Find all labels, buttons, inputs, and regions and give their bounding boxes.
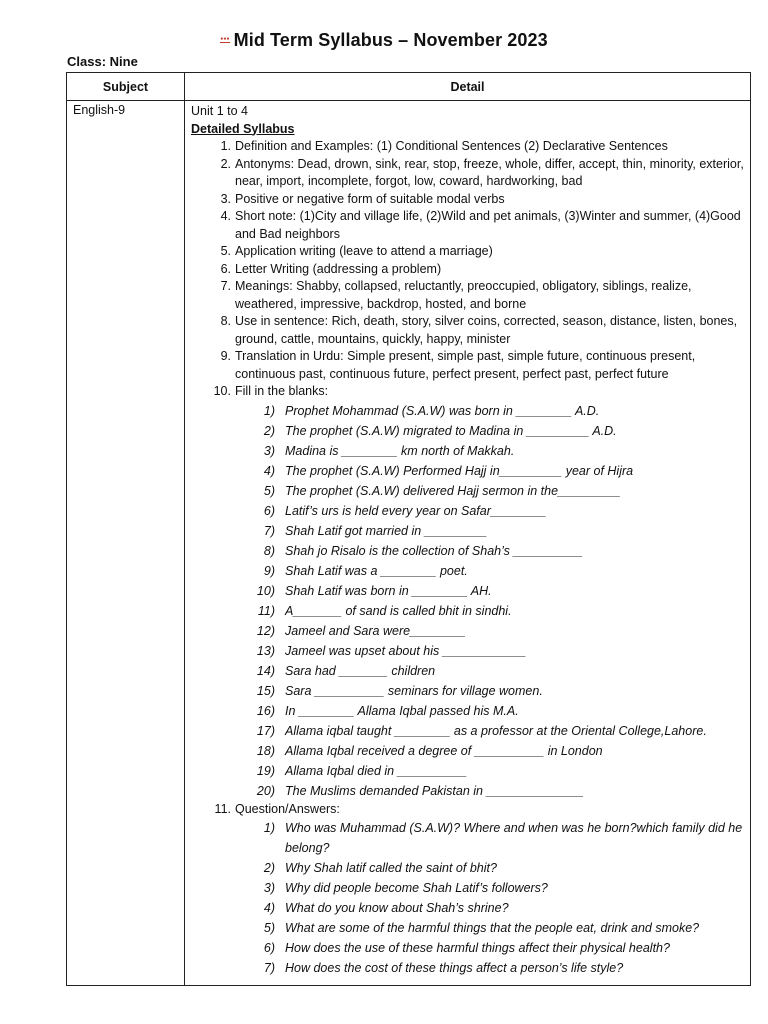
fill-blank-item: 18) Allama Iqbal received a degree of __________ in London bbox=[256, 743, 603, 758]
question-item: 5) What are some of the harmful things that the people eat, drink and smoke? bbox=[263, 921, 700, 935]
question-item: 6) How does the use of these harmful things affect their physical health? bbox=[263, 941, 670, 955]
fill-blank-item: 5) The prophet (S.A.W) delivered Hajj sermon in the_________ bbox=[263, 483, 621, 498]
column-header-detail: Detail bbox=[185, 73, 751, 101]
question-item: 1) Who was Muhammad (S.A.W)? Where and when was he born?which family did he belong? bbox=[263, 821, 743, 855]
question-item: 3) Why did people become Shah Latif’s followers? bbox=[263, 881, 548, 895]
page-title bbox=[0, 30, 768, 51]
detail-cell bbox=[185, 101, 751, 986]
column-header-subject: Subject bbox=[67, 73, 185, 101]
class-label: Class: Nine bbox=[67, 54, 138, 69]
fill-blank-item: 1) Prophet Mohammad (S.A.W) was born in ________ A.D. bbox=[263, 403, 600, 418]
title-text: Mid Term Syllabus – November 2023 bbox=[233, 30, 548, 50]
fill-blank-item: 6) Latif’s urs is held every year on Safar________ bbox=[263, 503, 547, 518]
fill-blank-item: 2) The prophet (S.A.W) migrated to Madina in _________ A.D. bbox=[263, 423, 617, 438]
list-item: 3. Positive or negative form of suitable modal verbs bbox=[220, 191, 505, 206]
questions-list bbox=[235, 818, 744, 978]
fill-blank-item: 14) Sara had _______ children bbox=[256, 663, 436, 678]
fill-blank-item: 7) Shah Latif got married in _________ bbox=[263, 523, 488, 538]
list-item: 6. Letter Writing (addressing a problem) bbox=[220, 261, 442, 276]
table-row bbox=[67, 101, 751, 986]
subject-cell: English-9 bbox=[67, 101, 185, 986]
fill-blank-item: 12) Jameel and Sara were________ bbox=[256, 623, 466, 638]
list-item: 8. Use in sentence: Rich, death, story, silver coins, corrected, season, distance, listen, bones, ground, cattle, mountains, quickly, happy, minister bbox=[220, 314, 738, 346]
fill-blank-item: 8) Shah jo Risalo is the collection of Shah’s __________ bbox=[263, 543, 583, 558]
fill-blank-item: 19) Allama Iqbal died in __________ bbox=[256, 763, 468, 778]
fill-blank-item: 10) Shah Latif was born in ________ AH. bbox=[256, 583, 492, 598]
list-item: 5. Application writing (leave to attend a marriage) bbox=[220, 244, 493, 258]
school-logo-icon: ●●● bbox=[220, 35, 230, 42]
fill-blank-item: 11) A_______ of sand is called bhit in sindhi. bbox=[257, 603, 512, 618]
list-item: 2. Antonyms: Dead, drown, sink, rear, stop, freeze, whole, differ, accept, thin, minority, exterior, near, import, incomplete, forgot, low, coward, hardworking, bad bbox=[220, 156, 744, 188]
fill-blank-item: 16) In ________ Allama Iqbal passed his M.A. bbox=[256, 703, 519, 718]
unit-range: Unit 1 to 4 bbox=[191, 104, 248, 118]
list-item: 9. Translation in Urdu: Simple present, simple past, simple future, continuous present, continuous past, continuous future, perfect present, perfect past, perfect future bbox=[220, 349, 696, 381]
table-header-row bbox=[67, 73, 751, 101]
question-item: 7) How does the cost of these things affect a person’s life style? bbox=[263, 961, 624, 975]
fill-blank-item: 3) Madina is ________ km north of Makkah. bbox=[263, 443, 515, 458]
fill-blank-item: 20) The Muslims demanded Pakistan in ______________ bbox=[256, 783, 584, 798]
list-item-fill-blanks: 10. Fill in the blanks: 1) Prophet Mohammad (S.A.W) was born in ________ A.D. 2) The prophet (S.A.W) migrated to Madina in _________ A.D. 3) Madina is ________ km north of Makkah. 4) The prophet (S.A.W) Performed Hajj in_________ year of Hijra 5) The prophet (S.A.W) delivered Hajj sermon in the_________ 6) Latif’s urs is held every year on Safar________ 7) Shah Latif got married in _________ 8) Shah jo Risalo is the collection of Shah’s __________ 9) Shah Latif was a ________ poet. 10) Shah Latif was born in ________ AH. 11) A_______ of sand is called bhit in sindhi. 12) Jameel and Sara were________ 13) Jameel was upset about his ____________ 14) Sara had _______ children 15) Sara __________ seminars for village women. 16) In ________ Allama Iqbal passed his M.A. 17) Allama iqbal taught ________ as a professor at the Oriental College,Lahore. 18) Allama Iqbal received a degree of __________ in London 19) Allama Iqbal died in __________ 20) The Muslims demanded Pakistan in ______________ bbox=[191, 383, 744, 801]
list-item-question-answers: 11. Question/Answers: 1) Who was Muhammad (S.A.W)? Where and when was he born?which family did he belong? 2) Why Shah latif called the saint of bhit? 3) Why did people become Shah Latif’s followers? 4) What do you know about Shah’s shrine? 5) What are some of the harmful things that the people eat, drink and smoke? 6) How does the use of these harmful things affect their physical health? 7) How does the cost of these things affect a person’s life style? bbox=[191, 801, 744, 979]
list-item: 1. Definition and Examples: (1) Conditional Sentences (2) Declarative Sentences bbox=[220, 139, 668, 153]
fill-blank-item: 13) Jameel was upset about his ____________ bbox=[256, 643, 527, 658]
fill-blank-item: 9) Shah Latif was a ________ poet. bbox=[263, 563, 468, 578]
question-item: 2) Why Shah latif called the saint of bhit? bbox=[263, 861, 497, 875]
fill-blank-item: 15) Sara __________ seminars for village women. bbox=[256, 683, 543, 698]
question-item: 4) What do you know about Shah’s shrine? bbox=[263, 901, 509, 915]
list-item: 7. Meanings: Shabby, collapsed, reluctantly, preoccupied, obligatory, siblings, realize, weathered, impressive, backdrop, hosted, and borne bbox=[220, 279, 692, 311]
fill-blank-item: 4) The prophet (S.A.W) Performed Hajj in_________ year of Hijra bbox=[263, 463, 634, 478]
list-item: 4. Short note: (1)City and village life, (2)Wild and pet animals, (3)Winter and summer, (4)Good and Bad neighbors bbox=[220, 209, 741, 241]
syllabus-list bbox=[191, 138, 744, 978]
detail-heading: Detailed Syllabus bbox=[191, 121, 295, 136]
fill-blank-item: 17) Allama iqbal taught ________ as a professor at the Oriental College,Lahore. bbox=[256, 723, 707, 738]
syllabus-table bbox=[66, 72, 751, 986]
fill-blanks-list bbox=[235, 401, 744, 801]
